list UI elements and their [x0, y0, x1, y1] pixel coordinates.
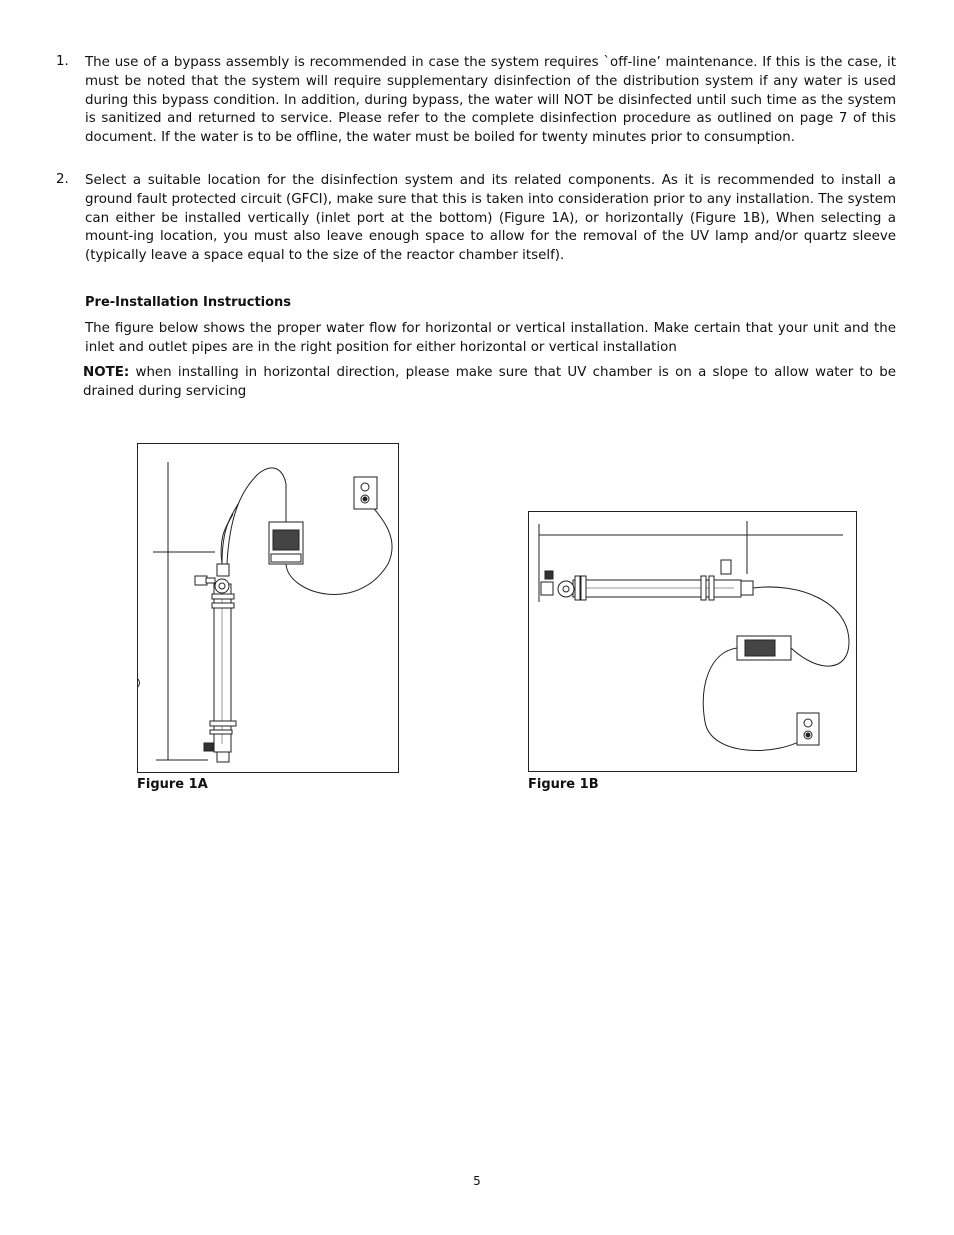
section-paragraph: The figure below shows the proper water flow for horizontal or vertical installation. Make certain that your unit and the inlet and outlet pipes are in the right position for either horizontal or vertical installation [85, 321, 896, 355]
figure-1b-caption: Figure 1B [528, 777, 599, 792]
list-text: Select a suitable location for the disinfection system and its related components. As it is recommended to install a ground fault protected circuit (GFCI), make sure that this is taken into consideration prior to any installation. The system can either be installed vertically (inlet port at the bottom) (Figure 1A), or horizontally (Figure 1B), When selecting a mount-ing location, you must also leave enough space to allow for the removal of the UV lamp and/or quartz sleeve (typically leave a space equal to the size of the reactor chamber itself). [85, 173, 896, 264]
list-number: 1. [56, 54, 69, 69]
horizontal-installation-illustration [529, 512, 856, 771]
note-paragraph [83, 364, 896, 402]
section-heading: Pre-Installation Instructions [85, 295, 292, 310]
page-number: 5 [473, 1174, 481, 1188]
figure-1a-caption: Figure 1A [137, 777, 208, 792]
list-number: 2. [56, 172, 69, 187]
list-item-2 [56, 172, 896, 266]
list-text: The use of a bypass assembly is recommended in case the system requires `off-line’ maintenance. If this is the case, it must be noted that the system will require supplementary disinfection of the distribution system if any water is used during this bypass condition. In addition, during bypass, the water will NOT be disinfected until such time as the system is sanitized and returned to service. Please refer to the complete disinfection procedure as outlined on page 7 of this document. If the water is to be offline, the water must be boiled for twenty minutes prior to consumption. [85, 55, 896, 146]
list-item-1 [56, 54, 896, 148]
note-label: NOTE: [83, 365, 130, 380]
figure-1a [137, 443, 399, 773]
figure-1b [528, 511, 857, 772]
note-text: when installing in horizontal direction, please make sure that UV chamber is on a slope to allow water to be drained during servicing [83, 365, 896, 399]
vertical-installation-illustration [138, 444, 398, 772]
